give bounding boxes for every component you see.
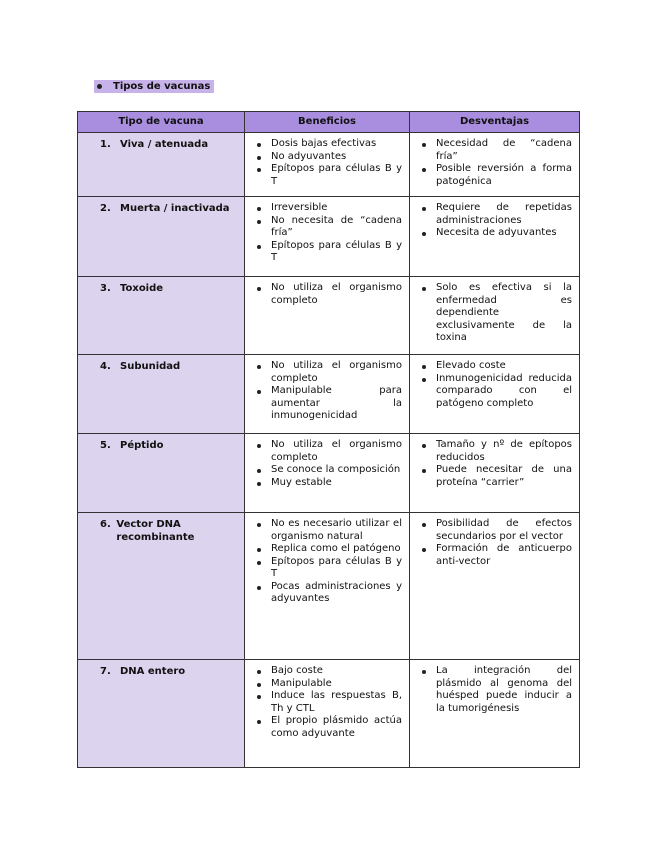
disadvantages-list <box>418 360 572 410</box>
disadvantages-cell <box>410 660 580 768</box>
benefit-item: Epítopos para células B y T <box>253 556 402 581</box>
benefit-item: Replica como el patógeno <box>253 543 402 556</box>
table-header-row <box>78 112 580 133</box>
vaccine-type-name: Muerta / inactivada <box>120 203 230 214</box>
disadvantages-cell <box>410 434 580 513</box>
benefits-cell <box>245 660 410 768</box>
row-number: 4. <box>100 361 111 372</box>
benefits-list <box>253 138 402 188</box>
benefits-cell <box>245 513 410 660</box>
section-heading <box>94 80 214 93</box>
vaccine-type-name: Subunidad <box>120 361 181 372</box>
section-heading-text: Tipos de vacunas <box>113 81 211 92</box>
vaccine-type-cell <box>78 434 245 513</box>
table-row <box>78 513 580 660</box>
benefit-item: Manipulable <box>253 678 402 691</box>
benefit-item: No necesita de “cadena fría” <box>253 215 402 240</box>
benefits-cell <box>245 277 410 355</box>
vaccine-type-name: Viva / atenuada <box>120 139 209 150</box>
vaccine-types-table <box>77 111 580 768</box>
disadvantages-cell <box>410 197 580 277</box>
benefit-item: Bajo coste <box>253 665 402 678</box>
benefit-item: Induce las respuestas B, Th y CTL <box>253 690 402 715</box>
benefits-cell <box>245 133 410 197</box>
benefit-item: No adyuvantes <box>253 151 402 164</box>
benefit-item: No utiliza el organismo completo <box>253 282 402 307</box>
benefits-list <box>253 518 402 606</box>
benefit-item: Pocas administraciones y adyuvantes <box>253 581 402 606</box>
disadvantage-item: Formación de anticuerpo anti-vector <box>418 543 572 568</box>
benefits-cell <box>245 355 410 434</box>
disadvantage-item: Puede necesitar de una proteína “carrier” <box>418 464 572 489</box>
table-row <box>78 133 580 197</box>
table-row <box>78 277 580 355</box>
vaccine-type-name: Péptido <box>120 440 164 451</box>
benefits-list <box>253 439 402 489</box>
benefit-item: Manipulable para aumentar la inmunogenicidad <box>253 385 402 423</box>
benefits-list <box>253 665 402 740</box>
table-row <box>78 197 580 277</box>
disadvantage-item: Tamaño y nº de epítopos reducidos <box>418 439 572 464</box>
row-number: 1. <box>100 139 111 150</box>
benefits-cell <box>245 434 410 513</box>
vaccine-type-cell <box>78 355 245 434</box>
row-number: 5. <box>100 440 111 451</box>
column-header-disadvantages: Desventajas <box>410 112 580 133</box>
benefit-item: Epítopos para células B y T <box>253 163 402 188</box>
benefits-cell <box>245 197 410 277</box>
table-row <box>78 660 580 768</box>
disadvantage-item: Posibilidad de efectos secundarios por el vector <box>418 518 572 543</box>
disadvantage-item: Requiere de repetidas administraciones <box>418 202 572 227</box>
table-row <box>78 355 580 434</box>
disadvantage-item: Inmunogenicidad reducida comparado con el patógeno completo <box>418 373 572 411</box>
disadvantage-item: Posible reversión a forma patogénica <box>418 163 572 188</box>
row-number: 2. <box>100 203 111 214</box>
vaccine-type-cell <box>78 133 245 197</box>
disadvantages-cell <box>410 133 580 197</box>
disadvantage-item: La integración del plásmido al genoma del huésped puede inducir a la tumorigénesis <box>418 665 572 715</box>
benefit-item: No es necesario utilizar el organismo natural <box>253 518 402 543</box>
vaccine-type-cell <box>78 197 245 277</box>
benefit-item: No utiliza el organismo completo <box>253 360 402 385</box>
disadvantages-list <box>418 665 572 715</box>
disadvantage-item: Solo es efectiva si la enfermedad es dependiente exclusivamente de la toxina <box>418 282 572 345</box>
row-number: 6. <box>100 519 111 530</box>
benefit-item: Muy estable <box>253 477 402 490</box>
benefits-list <box>253 360 402 423</box>
bullet-icon <box>97 84 102 89</box>
disadvantages-cell <box>410 513 580 660</box>
disadvantages-list <box>418 138 572 188</box>
column-header-type: Tipo de vacuna <box>78 112 245 133</box>
vaccine-type-cell <box>78 660 245 768</box>
table-body <box>78 133 580 768</box>
vaccine-type-name: Toxoide <box>120 283 164 294</box>
benefits-list <box>253 202 402 265</box>
row-number: 7. <box>100 666 111 677</box>
column-header-benefits: Beneficios <box>245 112 410 133</box>
benefit-item: Se conoce la composición <box>253 464 402 477</box>
vaccine-type-cell <box>78 277 245 355</box>
benefits-list <box>253 282 402 307</box>
benefit-item: El propio plásmido actúa como adyuvante <box>253 715 402 740</box>
disadvantage-item: Necesidad de “cadena fría” <box>418 138 572 163</box>
disadvantage-item: Necesita de adyuvantes <box>418 227 572 240</box>
benefit-item: Dosis bajas efectivas <box>253 138 402 151</box>
disadvantage-item: Elevado coste <box>418 360 572 373</box>
vaccine-type-cell <box>78 513 245 660</box>
disadvantages-list <box>418 518 572 568</box>
benefit-item: Irreversible <box>253 202 402 215</box>
benefit-item: Epítopos para células B y T <box>253 240 402 265</box>
benefit-item: No utiliza el organismo completo <box>253 439 402 464</box>
disadvantages-list <box>418 439 572 489</box>
vaccine-type-name: Vector DNA recombinante <box>116 519 195 543</box>
disadvantages-cell <box>410 355 580 434</box>
row-number: 3. <box>100 283 111 294</box>
disadvantages-cell <box>410 277 580 355</box>
table-row <box>78 434 580 513</box>
disadvantages-list <box>418 282 572 345</box>
vaccine-type-name: DNA entero <box>120 666 186 677</box>
disadvantages-list <box>418 202 572 240</box>
